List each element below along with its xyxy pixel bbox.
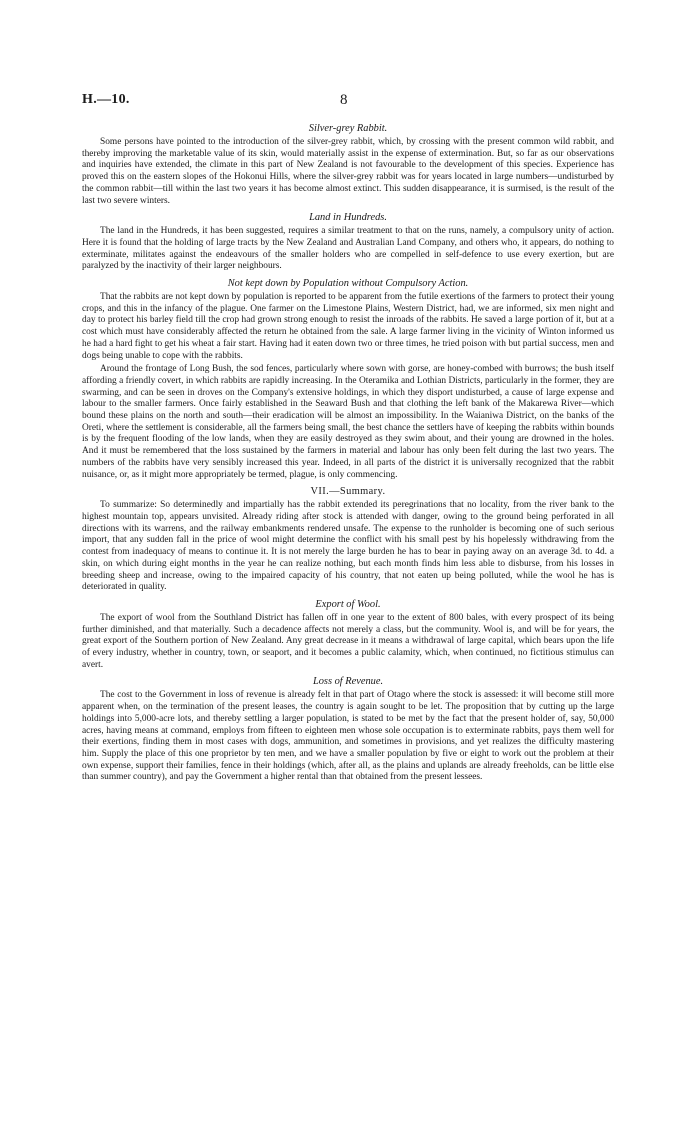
page-number: 8 — [340, 92, 348, 108]
section-heading: Loss of Revenue. — [312, 676, 384, 688]
section-heading: Land in Hundreds. — [309, 212, 387, 224]
page-header — [82, 92, 614, 118]
paragraph: The cost to the Government in loss of revenue is already felt in that part of Otago where the stock is assessed: it will become still more apparent when, on the termination of the present leases, the country is again sought to be let. The proposition that by cutting up the large holdings into 5,000-acre lots, and thereby settling a larger population, is stated to be met by the fact that the present holder of, say, 50,000 acres, having means at command, employs from fifteen to eighteen men whose sole occupation is to exterminate rabbits, pays them well for their exertions, finding them in most cases with dogs, ammunition, and sometimes in provisions, and yet realizes the difficulty mastering him. Supply the place of this one proprietor by ten men, and we have a smaller population by five or eight to work out the problem at their own expense, support their families, fence in their holdings (which, after all, as the plains and uplands are already freeholds, can be little else than summer country), and pay the Government a higher rental than that obtained from the present lessees. — [82, 690, 614, 783]
section-heading: Silver-grey Rabbit. — [308, 123, 388, 134]
section-heading: Export of Wool. — [315, 598, 381, 610]
paragraph: To summarize: So determinedly and impartially has the rabbit extended its peregrinations that no locality, from the river bank to the highest mountain top, appears unvisited. Already riding after stock is attended with danger, owing to the ground being perforated in all directions with its warrens, and the railway embankments rendered unsafe. The expense to the runholder is becoming one of such serious import, that any sudden fall in the price of wool might determine the conflict with his small pest by his hopelessly withdrawing from the contest from inadequacy of means to continue it. It is not merely the large burden he has to bear in paying away on an average 3d. to 4d. a skin, on which during eight months in the year he can realize nothing, but each month finds him less able to disburse, from his losses in breeding sheep and increase, owing to the impaired capacity of his country, that not eaten up being polluted, while the wool he has is deteriorated in quality. — [82, 500, 614, 593]
section-heading: VII.—Summary. — [310, 486, 386, 498]
section-export-of-wool — [82, 598, 614, 672]
document-page — [82, 92, 614, 786]
paragraph: The land in the Hundreds, it has been suggested, requires a similar treatment to that on the runs, namely, a compulsory unity of action. Here it is found that the holding of large tracts by the New Zealand and Australian Land Company, and others who, it appears, do nothing to exterminate, militates against the endeavours of the smaller holders who are compelled in self-defence to use every exertion, but are paralyzed by the inactivity of their larger neighbours. — [82, 226, 614, 272]
paragraph: The export of wool from the Southland District has fallen off in one year to the extent of 800 bales, with every prospect of its being further diminished, and that materially. Such a decadence affects not merely a class, but the community. Wool is, and will be for years, the great export of the Southern portion of New Zealand. Any great decrease in it means a withdrawal of large capital, which bears upon the life of every industry, whether in country, town, or seaport, and it becomes a public calamity, which, when continued, no fictitious stimulus can avert. — [82, 612, 614, 670]
paragraph: Some persons have pointed to the introduction of the silver-grey rabbit, which, by crossing with the present common wild rabbit, and thereby improving the marketable value of its skin, would materially assist in the expense of extermination. But, so far as our observations and inquiries have extended, the climate in this part of New Zealand is not favourable to the development of this species. Experience has proved this on the eastern slopes of the Hokonui Hills, where the silver-grey rabbit was for years located in large numbers—undisturbed by the common rabbit—till within the last two years it has become almost extinct. This sudden disappearance, it is surmised, is the result of the last two severe winters. — [82, 137, 614, 206]
section-not-kept-down — [82, 277, 614, 481]
section-heading: Not kept down by Population without Compulsory Action. — [227, 278, 469, 290]
paragraph: Around the frontage of Long Bush, the sod fences, particularly where sown with gorse, are honey-combed with burrows; the bush itself affording a friendly covert, in which rabbits are rapidly increasing. In the Oteramika and Lothian Districts, particularly in the former, they are swarming, and can be seen in droves on the Company's extensive holdings, in which they disport undisturbed, a cause of large expense and labour to the smaller farmers. Once fairly established in the Seaward Bush and that clothing the left bank of the Makarewa River—which bound these plains on the north and south—their eradication will be almost an impossibility. In the Waianiwa District, on the banks of the Oreti, where the settlement is considerable, all the farmers being small, the best chance the settlers have of keeping the rabbits within bounds is by the frequent flooding of the low lands, when they are easily destroyed as they swim about, and their young are drowned in the holes. And it must be remembered that the loss sustained by the farmers in material and labour has only been felt during the last two years. The numbers of the rabbits have very sensibly increased this year. Indeed, in all parts of the district it is universally recognized that the rabbit nuisance, or, as it might more appropriately be termed, plague, is only commencing. — [82, 364, 614, 480]
section-summary — [82, 485, 614, 594]
section-land-in-hundreds — [82, 211, 614, 273]
section-loss-of-revenue — [82, 675, 614, 784]
section-silver-grey-rabbit — [82, 122, 614, 207]
paragraph: That the rabbits are not kept down by population is reported to be apparent from the futile exertions of the farmers to protect their young crops, and this in the infancy of the plague. One farmer on the Limestone Plains, Western District, had, we are informed, six men night and day to protect his barley field till the crop had grown strong enough to resist the inroads of the rabbits. He saved a large portion of it, but at a cost which must have considerably affected the return he obtained from the sale. A large farmer living in the vicinity of Winton informed us he had a hard fight to get his wheat a fair start. Having had it eaten down two or three times, he tried poison with but partial success, men and dogs being unable to cope with the rabbits. — [82, 292, 614, 361]
document-reference: H.—10. — [82, 92, 130, 107]
